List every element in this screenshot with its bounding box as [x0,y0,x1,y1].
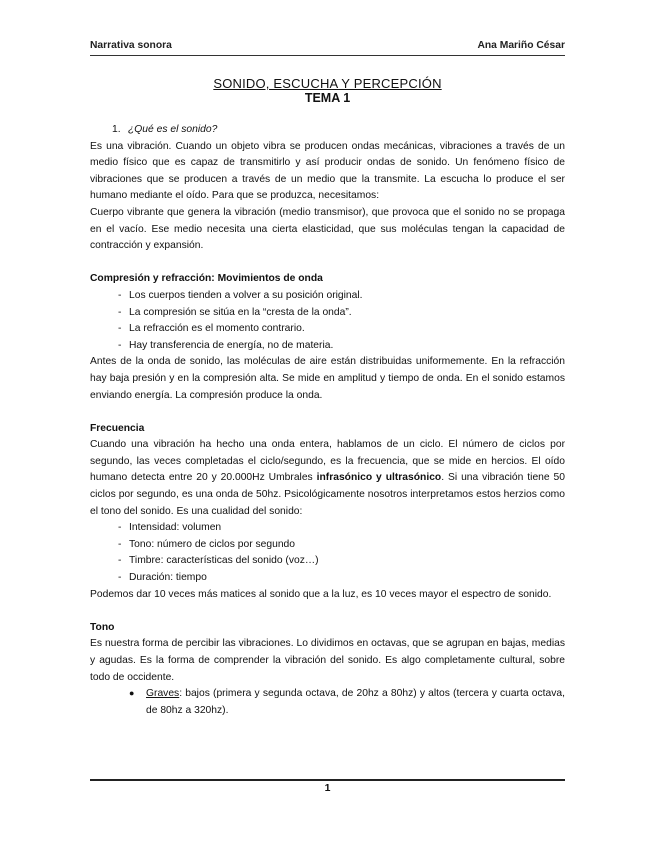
tono-paragraph: Es nuestra forma de percibir las vibraciones. Lo dividimos en octavas, que se agrupan en bajas, medias y agudas. Es la forma de comprender la vibración del sonido. Es algo completamente cultural, sobre todo de occidente. [90,638,565,683]
list-item: - Tono: número de ciclos por segundo [90,537,565,554]
list-item: - Los cuerpos tienden a volver a su posición original. [90,288,565,305]
list-item: - La compresión se sitúa en la “cresta de la onda”. [90,305,565,322]
header-rule [90,55,565,56]
page-body [90,76,565,719]
document-title: SONIDO, ESCUCHA Y PERCEPCIÓN [213,76,442,91]
header-right: Ana Mariño César [477,40,565,51]
question-number: 1. [112,124,121,135]
page-number: 1 [324,782,331,794]
frecuencia-list [90,520,565,586]
question-text: ¿Qué es el sonido? [128,124,218,135]
list-item: ● Graves: bajos (primera y segunda octava, de 20hz a 80hz) y altos (tercera y cuarta octava, de 80hz a 320hz). [90,686,565,719]
compresion-paragraph: Antes de la onda de sonido, las moléculas de aire están distribuidas uniformemente. En la refracción hay baja presión y en la compresión alta. Se mide en amplitud y tiempo de onda. En el sonido estamos enviando energía. La compresión produce la onda. [90,356,565,401]
graves-label: Graves [146,688,180,700]
list-item: - La refracción es el momento contrario. [90,321,565,338]
frecuencia-paragraph: Cuando una vibración ha hecho una onda entera, hablamos de un ciclo. El número de ciclos por segundo, las veces completadas el ciclo/segundo, es la frecuencia, que se mide en hercios. El oído humano detecta entre 20 y 20.000Hz Umbrales infrasónico y ultrasónico. Si una vibración tiene 50 ciclos por segundo, es una onda de 50hz. Psicológicamente nosotros interpretamos estos herzios como el tono del sonido. Es una cualidad del sonido: [90,439,565,517]
frecuencia-after: Podemos dar 10 veces más matices al sonido que a la luz, es 10 veces mayor el espectro de sonido. [90,588,552,600]
list-item: - Hay transferencia de energía, no de materia. [90,338,565,355]
section-heading-frecuencia: Frecuencia [90,422,145,434]
page-header [90,40,565,54]
question-heading [112,122,565,139]
intro-paragraph: Cuerpo vibrante que genera la vibración (medio transmisor), que provoca que el sonido no se propaga en el vacío. Ese medio necesita una cierta elasticidad, que sus moléculas tengan la capacidad de contracción y expansión. [90,206,565,252]
section-heading-tono: Tono [90,621,115,633]
list-item: - Timbre: características del sonido (voz…) [90,553,565,570]
tono-list [90,686,565,719]
footer-rule [90,779,565,781]
document-subtitle: TEMA 1 [304,91,351,105]
list-item: - Intensidad: volumen [90,520,565,537]
section-heading-compresion: Compresión y refracción: Movimientos de onda [90,273,323,285]
header-left: Narrativa sonora [90,40,172,51]
intro-paragraph: Es una vibración. Cuando un objeto vibra se producen ondas mecánicas, vibraciones a través de un medio físico que es capaz de transmitirlo y así producir ondas de sonido. Un fenómeno físico de vibraciones que se producen a través de un medio que la transmite. La escucha lo produce el ser humano mediante el oído. Para que se produzca, necesitamos: [90,140,565,202]
list-item: - Duración: tiempo [90,570,565,587]
compresion-list [90,288,565,354]
